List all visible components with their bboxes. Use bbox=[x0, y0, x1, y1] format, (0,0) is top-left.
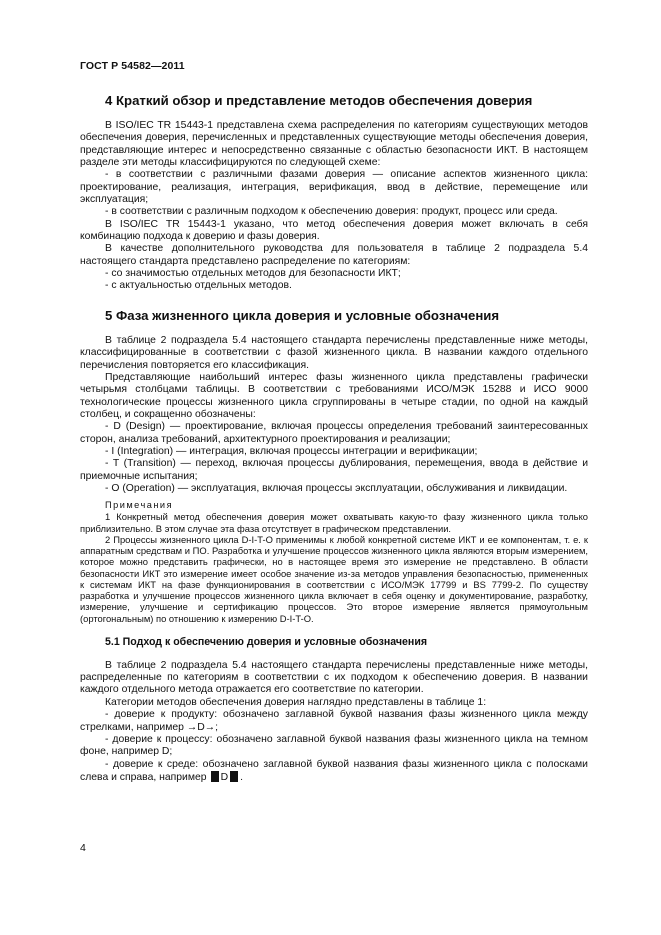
s5-paragraph: В таблице 2 подраздела 5.4 настоящего стандарта перечислены представленные ниже методы, классифицированные в соответствии с фазой жизненного цикла. В названии каждого отдельного перечисления повторяется его классификация. bbox=[80, 334, 588, 371]
environment-end: . bbox=[240, 771, 243, 783]
section-5-title: 5 Фаза жизненного цикла доверия и условные обозначения bbox=[105, 307, 500, 323]
s5-paragraph: - D (Design) — проектирование, включая процессы определения требований заинтересованных сторон, анализа требований, архитектурного проектирования и реализации; bbox=[80, 421, 588, 445]
s4-paragraph: В качестве дополнительного руководства для пользователя в таблице 2 подраздела 5.4 настоящего стандарта представлено распределение по категориям: bbox=[80, 243, 588, 267]
left-bar-icon bbox=[211, 771, 219, 782]
s5-paragraph: Представляющие наибольший интерес фазы жизненного цикла представлены графически четырьмя столбцами таблицы. В соответствии с требованиями ИСО/МЭК 15288 и ИСО 9000 технологические процессы жизненного цикла сгруппированы в четыре стадии, по одной на каждый столбец, и сокращенно обозначены: bbox=[80, 371, 588, 420]
s4-paragraph: - в соответствии с различными фазами доверия — описание аспектов жизненного цикла: проектирование, реализация, интеграция, верификация, ввод в действие, перемещение или эксплуатация; bbox=[80, 169, 588, 206]
s51-paragraph: - доверие к продукту: обозначено заглавной буквой названия фазы жизненного цикла между стрелками, например →D→; bbox=[80, 709, 588, 733]
environment-letter: D bbox=[220, 771, 229, 783]
s4-paragraph: - с актуальностью отдельных методов. bbox=[105, 280, 292, 292]
s51-paragraph-environment bbox=[80, 759, 588, 785]
s4-paragraph: - со значимостью отдельных методов для безопасности ИКТ; bbox=[105, 268, 401, 280]
s51-paragraph: - доверие к процессу: обозначено заглавной буквой названия фазы жизненного цикла на темном фоне, например D; bbox=[80, 733, 588, 758]
s4-paragraph: В ISO/IEC TR 15443-1 указано, что метод обеспечения доверия может включать в себя комбинацию подхода к доверию и фазы доверия. bbox=[80, 218, 588, 243]
s4-paragraph: В ISO/IEC TR 15443-1 представлена схема распределения по категориям существующих методов обеспечения доверия, перечисленных и представленных существующие методы обеспечения доверия, представляющие интерес и непосредственно связанные с областью безопасности ИКТ. В настоящем разделе эти методы классифицируются по следующей схеме: bbox=[80, 120, 588, 169]
section-5-1-title: 5.1 Подход к обеспечению доверия и условные обозначения bbox=[105, 635, 428, 648]
note: 2 Процессы жизненного цикла D-I-T-O применимы к любой конкретной системе ИКТ и ее компонентам, т. е. к аппаратным средствам и ПО. Разработка и улучшение процессов жизненного цикла являются вторым измерением, которое можно представить графически, но в настоящее время это измерение не представлено. В области безопасности ИКТ это измерение имеет особое значение из-за методов управления безопасностью, примененных к системам ИКТ на фазе функционирования в соответствии с ИСО/МЭК 17799 и BS 7799-2. По существу разработка и улучшение процессов жизненного цикла включает в себя оценку и документирование, разработку, измерение, улучшение и сертификацию процессов. Это второе измерение является прямоугольным (ортогональным) по отношению к измерению D-I-T-O. bbox=[80, 533, 588, 624]
section-4-title: 4 Краткий обзор и представление методов обеспечения доверия bbox=[105, 93, 533, 108]
s51-paragraph: В таблице 2 подраздела 5.4 настоящего стандарта перечислены представленные ниже методы, распределенные по категориям в соответствии с их подходом к обеспечению доверия. В названии каждого отдельного метода отражается его соответствие по категории. bbox=[80, 659, 588, 696]
standard-header: ГОСТ Р 54582—2011 bbox=[80, 60, 185, 72]
right-bar-icon bbox=[230, 771, 238, 782]
note: 1 Конкретный метод обеспечения доверия может охватывать какую-то фазу жизненного цикла только приблизительно. В этом случае эта фаза отсутствует в графическом представлении. bbox=[80, 511, 588, 534]
s5-paragraph: - T (Transition) — переход, включая процессы дублирования, перемещения, ввода в действие и приемочные испытания; bbox=[80, 458, 588, 482]
page-content bbox=[80, 94, 588, 784]
s5-paragraph: - I (Integration) — интеграция, включая процессы интеграции и верификации; bbox=[105, 445, 478, 457]
environment-text: - доверие к среде: обозначено заглавной буквой названия фазы жизненного цикла с полосками слева и справа, например bbox=[80, 758, 588, 783]
page-number: 4 bbox=[80, 842, 86, 854]
notes-title: Примечания bbox=[105, 500, 174, 511]
s4-paragraph: - в соответствии с различным подходом к обеспечению доверия: продукт, процесс или среда. bbox=[105, 206, 558, 218]
s5-paragraph: - O (Operation) — эксплуатация, включая процессы эксплуатации, обслуживания и ликвидации. bbox=[105, 482, 568, 494]
s51-paragraph: Категории методов обеспечения доверия наглядно представлены в таблице 1: bbox=[105, 696, 487, 708]
